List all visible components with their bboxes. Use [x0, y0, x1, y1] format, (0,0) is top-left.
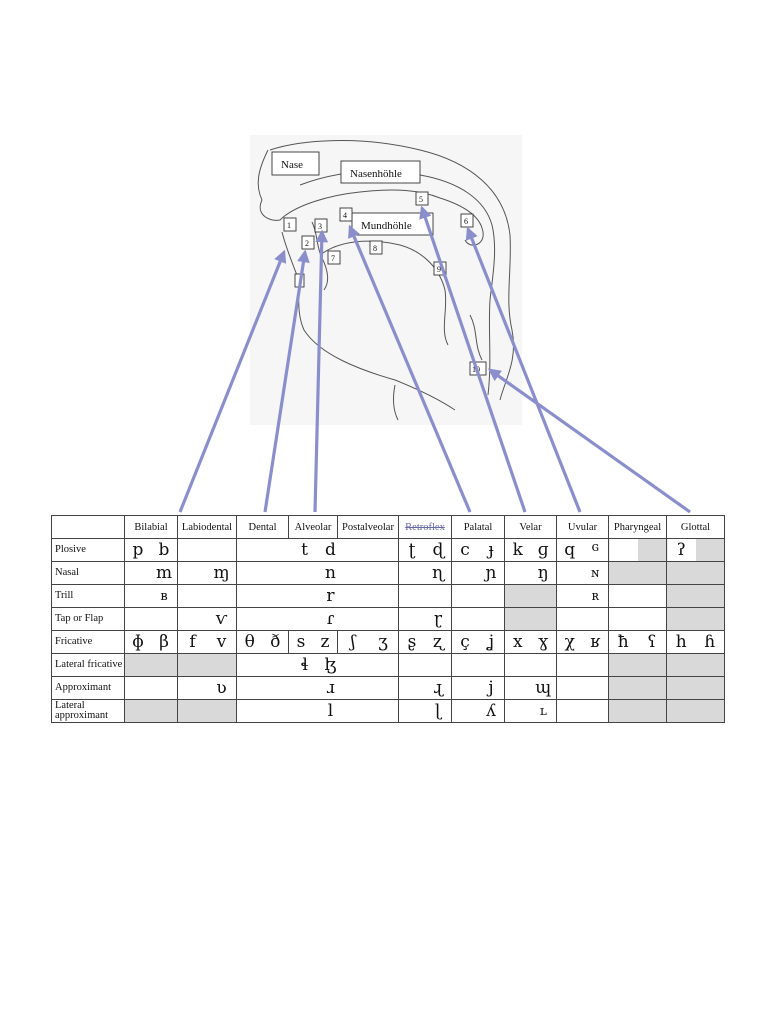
- consonant-cell: [667, 562, 725, 585]
- place-number-6: [461, 214, 473, 227]
- place-number-1: [284, 218, 296, 231]
- consonant-cell: [237, 631, 289, 654]
- consonant-cell: [609, 700, 667, 723]
- consonant-cell: [178, 539, 237, 562]
- consonant-cell: [452, 539, 505, 562]
- voiced-symbol: ɴ: [591, 565, 600, 581]
- voiceless-symbol: [399, 678, 425, 698]
- svg-text:6: 6: [464, 217, 468, 226]
- voiceless-symbol: h: [675, 632, 687, 652]
- consonant-cell: [452, 608, 505, 631]
- voiceless-symbol: p: [132, 540, 144, 560]
- consonant-cell: [399, 700, 452, 723]
- consonant-cell: [125, 539, 178, 562]
- voiced-symbol: ɡ: [537, 540, 549, 560]
- consonant-cell: [452, 700, 505, 723]
- consonant-cell: [399, 585, 452, 608]
- consonant-cell: [609, 631, 667, 654]
- consonant-cell: [667, 677, 725, 700]
- place-number-3: [315, 219, 327, 232]
- voiceless-symbol: ɬ: [300, 655, 309, 675]
- consonant-cell: [505, 562, 557, 585]
- consonant-cell: [237, 654, 399, 677]
- svg-text:Nasenhöhle: Nasenhöhle: [350, 168, 402, 180]
- consonant-cell: [505, 677, 557, 700]
- row-header: Nasal: [52, 562, 125, 585]
- consonant-cell: [178, 654, 237, 677]
- place-number-4: [340, 208, 352, 221]
- svg-text:7: 7: [331, 254, 335, 263]
- svg-text:5: 5: [419, 195, 423, 204]
- table-row: [52, 585, 725, 608]
- consonant-cell: [505, 700, 557, 723]
- voiceless-symbol: [505, 678, 531, 698]
- svg-text:9: 9: [437, 265, 441, 274]
- voiced-symbol: ʟ: [539, 703, 547, 719]
- svg-text:Mundhöhle: Mundhöhle: [361, 220, 412, 232]
- svg-text:2: 2: [305, 239, 309, 248]
- consonant-cell: [557, 700, 609, 723]
- voiceless-symbol: θ: [244, 632, 255, 652]
- voiceless-symbol: [557, 566, 583, 581]
- table-row: [52, 539, 725, 562]
- voiceless-symbol: ʃ: [350, 632, 356, 652]
- consonant-cell: [178, 562, 237, 585]
- label-nasal-cavity: [341, 161, 420, 183]
- voiceless-symbol: [452, 563, 478, 583]
- svg-text:8: 8: [373, 244, 377, 253]
- consonant-cell: [399, 654, 452, 677]
- place-number-2: [302, 236, 314, 249]
- consonant-cell: [452, 677, 505, 700]
- voiced-symbol: l: [327, 701, 334, 721]
- voiced-symbol: ʝ: [487, 632, 495, 652]
- column-header: Bilabial: [125, 516, 178, 539]
- voiceless-symbol: [557, 589, 583, 604]
- table-row: [52, 631, 725, 654]
- voiceless-symbol: [178, 563, 207, 583]
- ipa-consonant-table: [51, 515, 725, 723]
- table-row: [52, 700, 725, 723]
- voiceless-symbol: [125, 589, 151, 604]
- consonant-cell: [557, 654, 609, 677]
- voiced-symbol: ɻ: [433, 678, 443, 698]
- table-row: [52, 608, 725, 631]
- voiced-symbol: ɹ: [326, 678, 335, 698]
- consonant-cell: [609, 562, 667, 585]
- consonant-cell: [237, 539, 399, 562]
- consonant-cell: [125, 700, 178, 723]
- table-corner: [52, 516, 125, 539]
- voiceless-symbol: [292, 701, 318, 721]
- row-header: Lateral approximant: [52, 700, 125, 723]
- voiceless-symbol: c: [460, 540, 470, 560]
- column-header: Labiodental: [178, 516, 237, 539]
- consonant-cell: [452, 654, 505, 677]
- voiceless-symbol: [125, 563, 151, 583]
- consonant-cell: [557, 608, 609, 631]
- voiced-symbol: ɳ: [432, 563, 444, 583]
- row-header: Trill: [52, 585, 125, 608]
- voiced-symbol: ʕ: [647, 632, 657, 652]
- consonant-cell: [557, 677, 609, 700]
- consonant-cell: [399, 608, 452, 631]
- row-header: Fricative: [52, 631, 125, 654]
- voiceless-symbol: f: [189, 632, 196, 652]
- row-header: Plosive: [52, 539, 125, 562]
- row-header: Approximant: [52, 677, 125, 700]
- place-number-5: [416, 192, 428, 205]
- table-row: [52, 677, 725, 700]
- consonant-cell: [452, 585, 505, 608]
- voiced-symbol: [696, 540, 725, 560]
- consonant-cell: [505, 631, 557, 654]
- consonant-cell: [399, 539, 452, 562]
- voiced-symbol: ɭ: [434, 701, 442, 721]
- voiced-symbol: v: [216, 632, 227, 652]
- table-row: [52, 654, 725, 677]
- voiceless-symbol: [452, 701, 478, 721]
- consonant-cell: [125, 562, 178, 585]
- consonant-cell: [237, 562, 399, 585]
- voiced-symbol: d: [325, 540, 336, 560]
- column-header: Uvular: [557, 516, 609, 539]
- consonant-cell: [557, 562, 609, 585]
- consonant-cell: [178, 608, 237, 631]
- voiced-symbol: z: [320, 632, 330, 652]
- consonant-cell: [125, 654, 178, 677]
- voiced-symbol: ŋ: [537, 563, 549, 583]
- svg-text:10: 10: [472, 365, 480, 374]
- column-header: Velar: [505, 516, 557, 539]
- voiceless-symbol: s: [296, 632, 306, 652]
- voiceless-symbol: χ: [564, 632, 575, 652]
- voiceless-symbol: ʈ: [408, 540, 416, 560]
- consonant-cell: [609, 539, 667, 562]
- voiceless-symbol: [292, 563, 318, 583]
- voiceless-symbol: x: [512, 632, 523, 652]
- consonant-cell: [452, 562, 505, 585]
- column-header: Alveolar: [289, 516, 338, 539]
- voiceless-symbol: [452, 678, 478, 698]
- voiced-symbol: m: [155, 563, 173, 583]
- voiceless-symbol: ʂ: [407, 632, 417, 652]
- voiced-symbol: j: [488, 678, 494, 698]
- consonant-cell: [399, 677, 452, 700]
- voiced-symbol: ɲ: [485, 563, 497, 583]
- voiceless-symbol: [505, 563, 531, 583]
- consonant-cell: [399, 631, 452, 654]
- voiced-symbol: ɮ: [324, 655, 337, 675]
- svg-text:3: 3: [318, 222, 322, 231]
- voiced-symbol: ʀ: [591, 588, 600, 604]
- consonant-cell: [125, 608, 178, 631]
- column-header: Dental: [237, 516, 289, 539]
- column-header: Palatal: [452, 516, 505, 539]
- voiced-symbol: ʋ: [216, 678, 227, 698]
- place-number-8: [370, 241, 382, 254]
- voiced-symbol: ʒ: [378, 632, 388, 652]
- consonant-cell: [399, 562, 452, 585]
- voiced-symbol: ɱ: [213, 563, 230, 583]
- column-header: Postalveolar: [338, 516, 399, 539]
- consonant-cell: [237, 608, 399, 631]
- voiceless-symbol: k: [512, 540, 523, 560]
- consonant-cell: [505, 654, 557, 677]
- voiceless-symbol: ħ: [617, 632, 629, 652]
- voiced-symbol: ʙ: [160, 588, 168, 604]
- voiceless-symbol: ɸ: [132, 632, 144, 652]
- voiced-symbol: ɢ: [591, 540, 600, 555]
- consonant-cell: [178, 631, 237, 654]
- consonant-cell: [557, 585, 609, 608]
- label-nose: [272, 152, 319, 175]
- row-header: Tap or Flap: [52, 608, 125, 631]
- voiced-symbol: ⱱ: [215, 609, 228, 629]
- voiced-symbol: ð: [270, 632, 281, 652]
- consonant-cell: [505, 608, 557, 631]
- consonant-cell: [667, 608, 725, 631]
- voiceless-symbol: [292, 678, 318, 698]
- consonant-cell: [609, 654, 667, 677]
- consonant-cell: [289, 631, 338, 654]
- column-header: Glottal: [667, 516, 725, 539]
- consonant-cell: [667, 700, 725, 723]
- voiced-symbol: ɣ: [538, 632, 549, 652]
- consonant-cell: [557, 631, 609, 654]
- consonant-cell: [667, 654, 725, 677]
- voiceless-symbol: [292, 609, 318, 629]
- consonant-cell: [609, 677, 667, 700]
- consonant-cell: [557, 539, 609, 562]
- voiced-symbol: ɦ: [704, 632, 716, 652]
- voiced-symbol: ʁ: [590, 632, 601, 652]
- consonant-cell: [505, 539, 557, 562]
- voiceless-symbol: [178, 678, 207, 698]
- consonant-cell: [667, 631, 725, 654]
- voiceless-symbol: t: [301, 540, 308, 560]
- consonant-cell: [609, 608, 667, 631]
- svg-text:Nase: Nase: [281, 159, 303, 171]
- consonant-cell: [237, 677, 399, 700]
- voiced-symbol: ɖ: [432, 540, 444, 560]
- table-body: [52, 539, 725, 723]
- table-row: [52, 562, 725, 585]
- voiceless-symbol: [399, 701, 425, 721]
- svg-text:4: 4: [343, 211, 347, 220]
- column-header-struck: Retroflex: [399, 516, 452, 539]
- voiced-symbol: β: [159, 632, 169, 652]
- consonant-cell: [178, 700, 237, 723]
- voiceless-symbol: ʔ: [676, 540, 686, 560]
- consonant-cell: [237, 585, 399, 608]
- table-header-row: [52, 516, 725, 539]
- voiced-symbol: ʐ: [432, 632, 444, 652]
- consonant-cell: [609, 585, 667, 608]
- consonant-cell: [667, 539, 725, 562]
- voiced-symbol: n: [325, 563, 336, 583]
- voiced-symbol: ɰ: [535, 678, 552, 698]
- consonant-cell: [338, 631, 399, 654]
- voiceless-symbol: [505, 704, 531, 719]
- arrow-glottal: [490, 370, 690, 512]
- voiceless-symbol: [399, 609, 425, 629]
- consonant-cell: [178, 677, 237, 700]
- consonant-cell: [237, 700, 399, 723]
- consonant-cell: [125, 631, 178, 654]
- voiceless-symbol: ç: [460, 632, 470, 652]
- voiceless-symbol: q: [564, 540, 576, 560]
- column-header: Pharyngeal: [609, 516, 667, 539]
- voiceless-symbol: [292, 586, 318, 606]
- voiced-symbol: b: [158, 540, 170, 560]
- voiceless-symbol: [399, 563, 425, 583]
- label-oral-cavity: [352, 213, 433, 235]
- consonant-cell: [125, 585, 178, 608]
- consonant-cell: [178, 585, 237, 608]
- voiced-symbol: ʎ: [486, 701, 496, 721]
- consonant-cell: [505, 585, 557, 608]
- voiceless-symbol: [178, 609, 207, 629]
- consonant-cell: [667, 585, 725, 608]
- row-header: Lateral fricative: [52, 654, 125, 677]
- voiced-symbol: ɽ: [433, 609, 443, 629]
- consonant-cell: [452, 631, 505, 654]
- voiced-symbol: ɾ: [326, 609, 335, 629]
- consonant-cell: [125, 677, 178, 700]
- place-number-7: [328, 251, 340, 264]
- svg-text:1: 1: [287, 221, 291, 230]
- voiced-symbol: ɟ: [488, 540, 494, 560]
- voiced-symbol: r: [326, 586, 335, 606]
